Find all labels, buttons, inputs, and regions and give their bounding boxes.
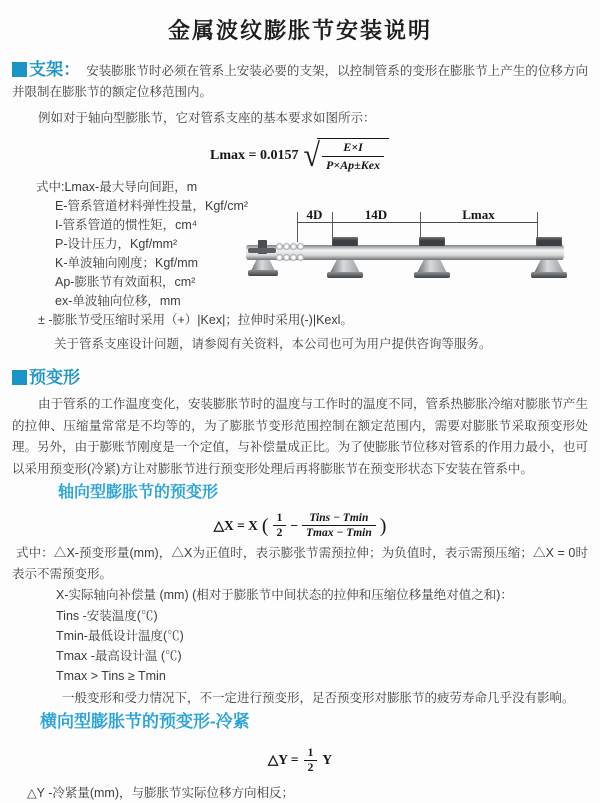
formula-lmax-fraction bbox=[322, 140, 384, 173]
predeform-section-heading: 预变形 bbox=[29, 368, 80, 387]
lateral-subheading: 横向型膨胀节的预变形-冷紧 bbox=[40, 711, 250, 731]
x-definition: X-实际轴向补偿量 (mm) (相对于膨胀节中间状态的拉伸和压缩位移量绝对值之和)： bbox=[56, 588, 513, 603]
pipe-support bbox=[414, 237, 450, 279]
plus-minus-note: ± -膨胀节受压缩时采用（+）|Kex|；拉伸时采用(-)|Kexl。 bbox=[38, 313, 353, 327]
predeform-paragraph: 由于管系的工作温度变化，安装膨胀节时的温度与工作时的温度不同，管系热膨胀冷缩对膨胀节产生的拉伸、压缩量常常是不均等的，为了膨胀节变形范围控制在额定范围内，需要对膨胀节采取预变形处理。另外，由于膨账节刚度是一个定值，与补偿量成正比。为了使膨胀节位移对管系的作用力最小，也可以采用预变形(冷紧)方让对膨胀节进行预变形处理后再将膨胀节在预变形状态下安装在管系中。 bbox=[12, 397, 589, 476]
t-definition: Tins -安装温度(℃) bbox=[56, 608, 158, 623]
support-baseplate bbox=[414, 272, 450, 278]
support-clamp bbox=[419, 237, 445, 246]
support-baseplate bbox=[327, 272, 363, 278]
document-page bbox=[0, 16, 600, 803]
fraction-denominator: 2 bbox=[304, 760, 318, 774]
support-section-heading: 支架： bbox=[29, 60, 81, 79]
definition-item: Ap-膨胀节有效面积，cm² bbox=[55, 275, 196, 289]
axial-where-paragraph: 式中：△X-预变形量(mm)，△X为正值时，表示膨张节需预拉伸；为负值时，表示需预压缩；△X = 0时表示不需预变形。 bbox=[12, 546, 588, 582]
formula-delta-x bbox=[214, 512, 387, 539]
dim-label-lmax: Lmax bbox=[462, 207, 495, 222]
support-baseplate bbox=[248, 270, 278, 276]
pipe-support-diagram bbox=[246, 209, 576, 291]
support-example-line: 例如对于轴向型膨胀节，它对管系支座的基本要求如图所示： bbox=[38, 111, 376, 125]
pipe-support bbox=[327, 237, 363, 279]
support-baseplate bbox=[531, 272, 567, 278]
definition-item: P-设计压力，Kgf/mm² bbox=[55, 237, 178, 251]
service-note: 关于管系支座设计问题，请参阅有关资料，本公司也可为用户提供咨询等服务。 bbox=[54, 337, 492, 351]
where-label: 式中:Lmax-最大导向间距，m bbox=[36, 180, 198, 194]
t-inequality: Tmax > Tins ≥ Tmin bbox=[56, 669, 166, 684]
formula-lmax-numerator: E×I bbox=[343, 140, 363, 154]
square-root bbox=[303, 138, 389, 173]
dimension-line bbox=[297, 222, 537, 223]
axial-subheading: 轴向型膨胀节的预变形 bbox=[58, 484, 219, 502]
fraction-denominator: Tmax − Tmin bbox=[302, 525, 376, 539]
formula-lmax-lhs: Lmax = 0.0157 bbox=[210, 147, 299, 163]
one-half-fraction bbox=[304, 747, 318, 774]
support-section-paragraph bbox=[12, 59, 588, 103]
fraction-numerator: Tins − Tmin bbox=[309, 512, 369, 525]
dim-label-14d: 14D bbox=[364, 207, 388, 222]
formula-dy-lhs: △Y = bbox=[267, 752, 299, 768]
fraction-numerator: 1 bbox=[276, 512, 283, 525]
fraction-denominator: 2 bbox=[273, 525, 287, 539]
pipe-support bbox=[531, 237, 567, 279]
predeform-section-heading-row bbox=[12, 367, 588, 389]
formula-lmax-denominator: P×Ap±Kex bbox=[322, 156, 384, 173]
axial-general-note: 一般变形和受力情况下，不一定进行预变形，足否预变形对膨胀节的疲劳寿命几乎没有影响。 bbox=[62, 690, 575, 705]
formula-lmax bbox=[210, 138, 588, 173]
support-intro-text: 安装膨胀节时必须在管系上安装必要的支架，以控制管系的变形在膨胀节上产生的位移方向并限制在膨胀节的额定位移范围内。 bbox=[12, 64, 588, 99]
section-marker-icon bbox=[12, 62, 27, 77]
definition-item: E-管系管道材料弹性投量，Kgf/cm² bbox=[55, 199, 249, 213]
close-paren: ) bbox=[379, 514, 387, 537]
definition-item: K-单波轴向刚度；Kgf/mm bbox=[55, 256, 199, 270]
one-half-fraction bbox=[273, 512, 287, 539]
dim-label-4d: 4D bbox=[306, 207, 323, 222]
support-clamp bbox=[332, 237, 358, 246]
delta-y-note: △Y -冷紧量(mm)，与膨胀节实际位移方向相反； bbox=[27, 785, 295, 800]
pipe-anchor bbox=[248, 242, 278, 278]
formula-dy-rhs: Y bbox=[322, 752, 333, 768]
fraction-numerator: 1 bbox=[307, 746, 314, 759]
t-definition: Tmin-最低设计温度(℃) bbox=[56, 629, 184, 644]
formula-dx-lhs: △X = X bbox=[213, 517, 258, 533]
definition-item: I-管系管道的惯性矩，cm⁴ bbox=[55, 218, 198, 232]
temperature-fraction bbox=[302, 512, 376, 539]
page-title: 金属波纹膨胀节安装说明 bbox=[167, 18, 432, 43]
open-paren: ( bbox=[261, 514, 269, 537]
section-marker-icon bbox=[12, 370, 27, 385]
definition-item: ex-单波轴向位移，mm bbox=[55, 294, 181, 308]
bellows-expansion-joint bbox=[276, 241, 304, 263]
support-clamp bbox=[536, 237, 562, 246]
formula-delta-y bbox=[268, 747, 332, 774]
anchor-stub bbox=[248, 248, 276, 253]
t-definition: Tmax -最高设计温 (℃) bbox=[56, 649, 182, 664]
minus-sign: − bbox=[290, 517, 299, 533]
sqrt-sign-icon: √ bbox=[303, 136, 320, 174]
